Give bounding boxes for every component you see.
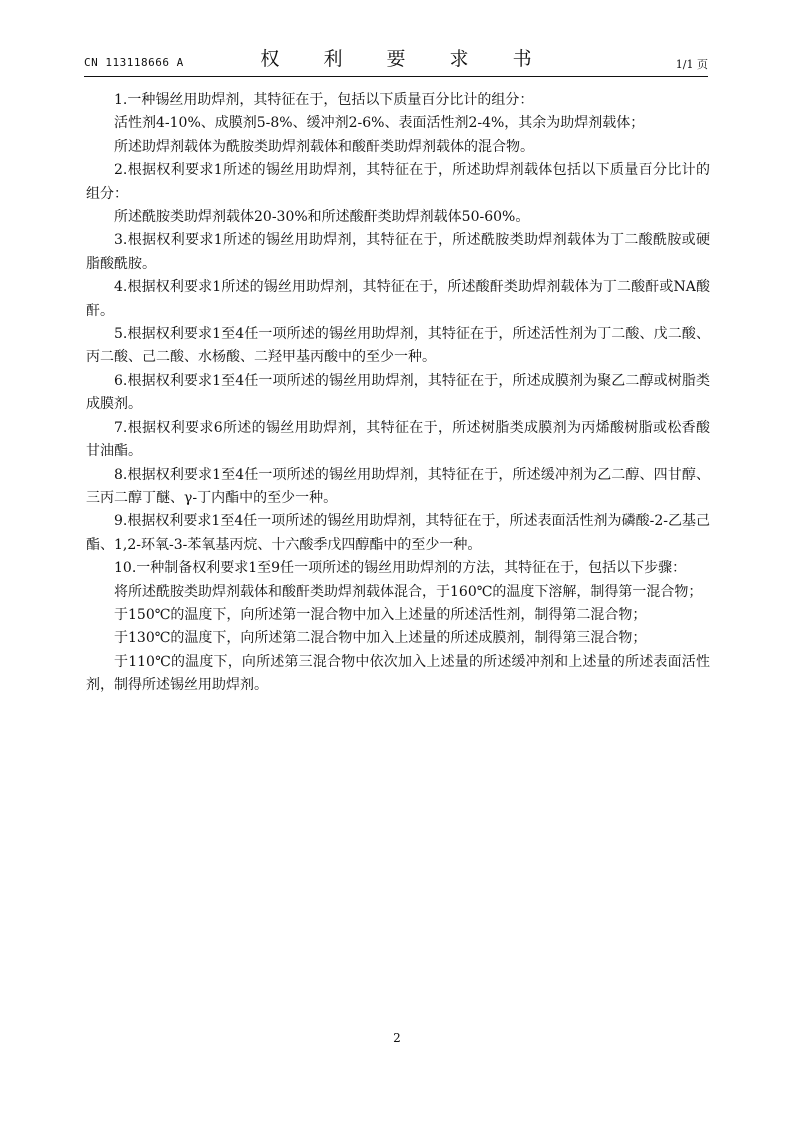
claim-4: 4.根据权利要求1所述的锡丝用助焊剂，其特征在于，所述酸酐类助焊剂载体为丁二酸酐或NA酸酐。	[86, 279, 710, 319]
claim-5: 5.根据权利要求1至4任一项所述的锡丝用助焊剂，其特征在于，所述活性剂为丁二酸、戊二酸、丙二酸、己二酸、水杨酸、二羟甲基丙酸中的至少一种。	[86, 326, 710, 366]
claim-6: 6.根据权利要求1至4任一项所述的锡丝用助焊剂，其特征在于，所述成膜剂为聚乙二醇或树脂类成膜剂。	[86, 372, 710, 413]
claim-1-components: 活性剂4-10%、成膜剂5-8%、缓冲剂2-6%、表面活性剂2-4%，其余为助焊剂载体；	[114, 115, 645, 132]
claims-body	[86, 89, 710, 698]
page-header	[84, 44, 708, 74]
header-divider	[84, 76, 708, 77]
claim-2-intro: 2.根据权利要求1所述的锡丝用助焊剂，其特征在于，所述助焊剂载体包括以下质量百分比计的组分：	[86, 162, 710, 202]
document-title: 权 利 要 求 书	[260, 48, 551, 70]
claim-3: 3.根据权利要求1所述的锡丝用助焊剂，其特征在于，所述酰胺类助焊剂载体为丁二酸酰胺或硬脂酸酰胺。	[86, 232, 710, 272]
page-number: 2	[393, 1031, 401, 1045]
claim-9: 9.根据权利要求1至4任一项所述的锡丝用助焊剂，其特征在于，所述表面活性剂为磷酸-2-乙基己酯、1,2-环氧-3-苯氧基丙烷、十六酸季戊四醇酯中的至少一种。	[86, 513, 710, 553]
claim-10-step-1: 将所述酰胺类助焊剂载体和酸酐类助焊剂载体混合，于160℃的温度下溶解，制得第一混合物；	[114, 583, 703, 600]
claim-8: 8.根据权利要求1至4任一项所述的锡丝用助焊剂，其特征在于，所述缓冲剂为乙二醇、四甘醇、三丙二醇丁醚、γ-丁内酯中的至少一种。	[86, 466, 710, 506]
claim-7: 7.根据权利要求6所述的锡丝用助焊剂，其特征在于，所述树脂类成膜剂为丙烯酸树脂或松香酸甘油酯。	[86, 419, 710, 460]
claim-1-carrier: 所述助焊剂载体为酰胺类助焊剂载体和酸酐类助焊剂载体的混合物。	[114, 138, 534, 155]
claim-2-components: 所述酰胺类助焊剂载体20-30%和所述酸酐类助焊剂载体50-60%。	[114, 209, 530, 226]
claim-10-step-3: 于130℃的温度下，向所述第二混合物中加入上述量的所述成膜剂，制得第三混合物；	[114, 630, 647, 647]
claim-1-intro: 1.一种锡丝用助焊剂，其特征在于，包括以下质量百分比计的组分：	[114, 92, 534, 108]
publication-number: CN 113118666 A	[84, 56, 184, 69]
claim-10-step-4: 于110℃的温度下，向所述第三混合物中依次加入上述量的所述缓冲剂和上述量的所述表面活性剂，制得所述锡丝用助焊剂。	[86, 653, 710, 694]
claim-10-intro: 10.一种制备权利要求1至9任一项所述的锡丝用助焊剂的方法，其特征在于，包括以下步骤：	[114, 560, 687, 577]
claim-10-step-2: 于150℃的温度下，向所述第一混合物中加入上述量的所述活性剂，制得第二混合物；	[114, 606, 647, 623]
page-count: 1/1 页	[675, 58, 708, 71]
